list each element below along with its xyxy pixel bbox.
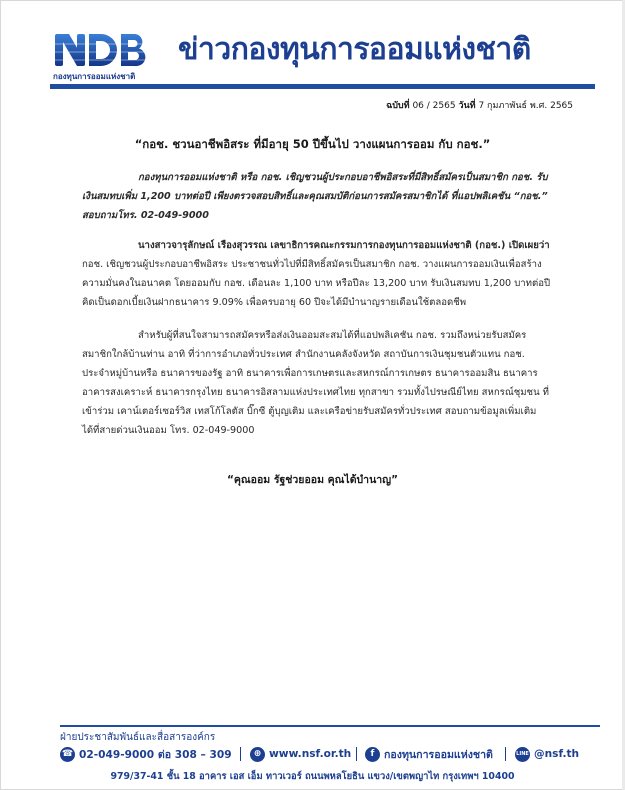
footer-website[interactable]: [250, 745, 351, 763]
speaker-name: นางสาวจารุลักษณ์ เรืองสุวรรณ เลขาธิการคณะกรรมการกองทุนการออมแห่งชาติ (กอช.) เปิดเผยว่า: [138, 240, 550, 251]
footer-contacts: [60, 745, 600, 765]
ndb-logo: [53, 28, 151, 88]
issue-number: 06 / 2565: [412, 101, 456, 111]
paragraph-2-body: กอช. เชิญชวนผู้ประกอบอาชีพอิสระ ประชาชนทั่วไปที่มีสิทธิ์สมัครเป็นสมาชิก กอช. วางแผนการออมเงินเพื่อสร้างความมั่นคงในอนาคต โดยออมกับ กอช. เดือนละ 1,100 บาท หรือปีละ 13,200 บาท รับเงินสมทบ 1,200 บาทต่อปี คิดเป็นดอกเบี้ยเงินฝากธนาคาร 9.09% เพื่อครบอายุ 60 ปีจะได้มีบำนาญรายเดือนใช้ตลอดชีพ: [82, 259, 551, 308]
issue-date: 7 กุมภาพันธ์ พ.ศ. 2565: [478, 101, 573, 111]
footer-facebook[interactable]: [365, 745, 493, 763]
footer-divider: [240, 747, 241, 761]
issue-number-label: ฉบับที่: [386, 101, 410, 111]
globe-icon: ⊕: [250, 747, 265, 762]
footer-website-text: www.nsf.or.th: [269, 748, 352, 760]
phone-icon: ☎: [60, 747, 75, 762]
issue-date-label: วันที่: [458, 101, 476, 111]
footer-department: ฝ่ายประชาสัมพันธ์และสื่อสารองค์กร: [60, 732, 216, 743]
facebook-icon: f: [365, 747, 380, 762]
article-lead: กองทุนการออมแห่งชาติ หรือ กอช. เชิญชวนผู้ประกอบอาชีพอิสระที่มีสิทธิ์สมัครเป็นสมาชิก กอช. รับเงินสมทบเพิ่ม 1,200 บาทต่อปี เพียงตรวจสอบสิทธิ์และคุณสมบัติก่อนการสมัครสมาชิกได้ ที่แอปพลิเคชัน “กอช.” สอบถามโทร. 02-049-9000: [82, 172, 548, 221]
footer-phone[interactable]: [60, 745, 232, 763]
header-title: ข่าวกองทุนการออมแห่งชาติ: [178, 32, 531, 67]
article-paragraph-3: สำหรับผู้ที่สนใจสามารถสมัครหรือส่งเงินออมสะสมได้ที่แอปพลิเคชัน กอช. รวมถึงหน่วยรับสมัครสมาชิกใกล้บ้านท่าน อาทิ ที่ว่าการอำเภอทั่วประเทศ สำนักงานคลังจังหวัด สถาบันการเงินชุมชนตัวแทน กอช. ประจำหมู่บ้านหรือ ธนาคารของรัฐ อาทิ ธนาคารเพื่อการเกษตรและสหกรณ์การเกษตร ธนาคารออมสิน ธนาคารอาคารสงเคราะห์ ธนาคารกรุงไทย ธนาคารอิสลามแห่งประเทศไทย ทุกสาขา รวมทั้งไปรษณีย์ไทย สหกรณ์ชุมชน ที่เข้าร่วม เคาน์เตอร์เซอร์วิส เทสโก้โลตัส บิ๊กซี ตู้บุญเติม และเครือข่ายรับสมัครทั่วประเทศ สอบถามข้อมูลเพิ่มเติมได้ที่สายด่วนเงินออม โทร. 02-049-9000: [82, 330, 549, 436]
footer-phone-text: 02-049-9000 ต่อ 308 – 309: [79, 748, 232, 761]
footer-line-text: @nsf.th: [534, 748, 580, 760]
header-rule: [50, 84, 595, 89]
article-paragraph-2: [82, 236, 552, 312]
logo-caption: กองทุนการออมแห่งชาติ: [53, 72, 136, 81]
issue-line: [386, 98, 573, 112]
footer-line[interactable]: [515, 745, 579, 763]
line-icon: LINE: [515, 747, 530, 762]
footer-divider: [356, 747, 357, 761]
footer-rule: [60, 725, 600, 727]
ndb-logo-mark: [53, 28, 149, 68]
article-headline: “กอช. ชวนอาชีพอิสระ ที่มีอายุ 50 ปีขึ้นไป วางแผนการออม กับ กอช.”: [134, 137, 491, 151]
footer-address: 979/37-41 ชั้น 18 อาคาร เอส เอ็ม ทาวเวอร์ ถนนพหลโยธิน แขวง/เขตพญาไท กรุงเทพฯ 10400: [110, 771, 515, 782]
footer-divider: [505, 747, 506, 761]
article-slogan: “คุณออม รัฐช่วยออม คุณได้บำนาญ”: [227, 474, 398, 486]
footer-facebook-text: กองทุนการออมแห่งชาติ: [384, 748, 493, 761]
